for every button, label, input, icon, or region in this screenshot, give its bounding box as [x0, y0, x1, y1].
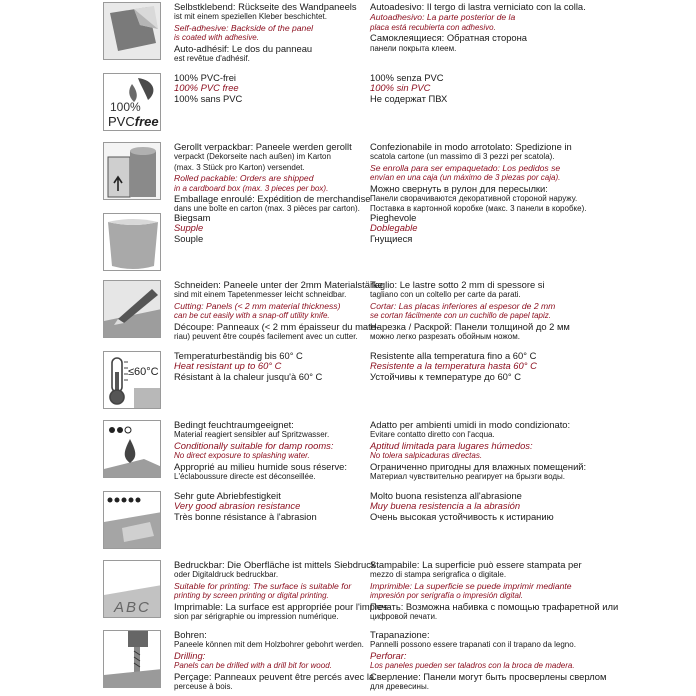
- description-line: Gerollt verpackbar: Paneele werden gerollt: [174, 141, 352, 152]
- description-line: Doblegable: [370, 222, 418, 234]
- icon-label-temperature: ≤60°C: [128, 366, 159, 378]
- description-line: Autoadhesivo: La parte posterior de la: [370, 12, 516, 23]
- icon-label-pvc: PVC: [108, 114, 135, 129]
- description-line: Нарезка / Раскрой: Панели толщиной до 2 мм: [370, 320, 570, 332]
- description-line: tagliano con un coltello per carte da parati.: [370, 290, 521, 300]
- description-line: impresión por serigrafía o impresión digital.: [370, 591, 523, 601]
- description-column-it-es-ru: [370, 420, 690, 482]
- description-line: для древесины.: [370, 682, 429, 692]
- adhesive-sheet-icon: [103, 2, 161, 60]
- thermometer-icon: [103, 351, 161, 409]
- description-column-it-es-ru: [370, 351, 690, 382]
- description-line: Stampabile: La superficie può essere stampata per: [370, 559, 582, 570]
- description-column-it-es-ru: [370, 560, 690, 622]
- icon-label-letters: ABC: [114, 599, 151, 616]
- description-column-it-es-ru: [370, 142, 690, 215]
- description-line: perceuse à bois.: [174, 682, 233, 692]
- description-line: No direct exposure to splashing water.: [174, 451, 310, 461]
- description-column-it-es-ru: [370, 213, 690, 244]
- description-line: Confezionabile in modo arrotolato: Spedizione in: [370, 141, 572, 152]
- description-line: Самоклеящиеся: Обратная сторона: [370, 32, 528, 44]
- description-line: Панели сворачиваются декоративной стороной наружу.: [370, 194, 578, 204]
- description-line: Resistente a la temperatura hasta 60° C: [370, 360, 537, 372]
- description-line: (max. 3 Stück pro Karton) versendet.: [174, 162, 305, 172]
- description-line: Cutting: Panels (< 2 mm material thickness): [174, 300, 341, 311]
- description-line: Se enrolla para ser empaquetado: Los pedidos se: [370, 162, 561, 173]
- description-line: Сверление: Панели могут быть просверлены сверлом: [370, 670, 607, 682]
- pvc-free-leaf-icon: [103, 73, 161, 131]
- drill-icon: [103, 630, 161, 688]
- description-line: Trapanazione:: [370, 629, 430, 640]
- description-line: sind mit einem Tapetenmesser leicht schneidbar.: [174, 290, 347, 300]
- description-line: Conditionally suitable for damp rooms:: [174, 439, 334, 451]
- description-column-de-en-fr: [174, 491, 362, 522]
- description-line: Pannelli possono essere trapanati con il trapano da legno.: [370, 640, 576, 650]
- description-line: se cortan fácilmente con un cuchillo de papel tapiz.: [370, 311, 551, 321]
- description-line: Adatto per ambienti umidi in modo condizionato:: [370, 419, 571, 430]
- description-column-it-es-ru: [370, 491, 690, 522]
- flexible-panel-icon: [103, 213, 161, 271]
- description-line: placa está recubierta con adhesivo.: [370, 22, 496, 32]
- description-line: Los paneles pueden ser taladros con la broca de madera.: [370, 661, 575, 671]
- description-column-de-en-fr: [174, 141, 371, 215]
- description-line: is coated with adhesive.: [174, 33, 259, 43]
- description-column-de-en-fr: [174, 629, 375, 692]
- description-line: sion par sérigraphie ou impression numérique.: [174, 612, 339, 622]
- description-column-de-en-fr: [174, 279, 383, 342]
- description-line: Panels can be drilled with a drill bit for wood.: [174, 661, 332, 671]
- description-line: 100% PVC free: [174, 82, 239, 94]
- icon-label-percent: 100%: [110, 100, 141, 114]
- description-line: Resistente alla temperatura fino a 60° C: [370, 350, 537, 361]
- description-line: Approprié au milieu humide sous réserve:: [174, 460, 348, 472]
- description-column-it-es-ru: [370, 73, 690, 104]
- printable-letters-icon: [103, 560, 161, 618]
- description-line: Bedingt feuchtraumgeeignet:: [174, 419, 294, 430]
- description-line: Biegsam: [174, 212, 211, 223]
- description-column-it-es-ru: [370, 630, 690, 692]
- abrasion-sponge-icon: [103, 491, 161, 549]
- description-line: 100% sans PVC: [174, 92, 243, 104]
- description-column-de-en-fr: [174, 73, 362, 104]
- description-line: oder Digitaldruck bedruckbar.: [174, 570, 279, 580]
- description-line: Molto buona resistenza all'abrasione: [370, 490, 522, 501]
- description-line: verpackt (Dekorseite nach außen) im Karton: [174, 152, 331, 162]
- description-line: Taglio: Le lastre sotto 2 mm di spessore si: [370, 279, 545, 290]
- description-line: No tolera salpicaduras directas.: [370, 451, 483, 461]
- description-line: Material reagiert sensibler auf Spritzwasser.: [174, 430, 330, 440]
- description-line: ist mit einem speziellen Kleber beschichtet.: [174, 12, 327, 22]
- description-line: Bohren:: [174, 629, 207, 640]
- description-line: Very good abrasion resistance: [174, 500, 301, 512]
- description-line: 100% PVC-frei: [174, 72, 237, 83]
- description-line: Supple: [174, 222, 204, 234]
- description-line: can be cut easily with a snap-off utility knife.: [174, 311, 330, 321]
- description-line: Imprimible: La superficie se puede imprimir mediante: [370, 580, 572, 591]
- description-line: Découpe: Panneaux (< 2 mm épaisseur du mate-: [174, 320, 380, 332]
- description-line: цифровой печати.: [370, 612, 438, 622]
- description-column-de-en-fr: [174, 2, 362, 64]
- description-line: Evitare contatto diretto con l'acqua.: [370, 430, 495, 440]
- description-line: Imprimable: La surface est appropriée pour l'impres-: [174, 600, 391, 612]
- description-line: riau) peuvent être coupés facilement avec un cutter.: [174, 332, 358, 342]
- water-drop-icon: [103, 420, 161, 478]
- description-line: Perçage: Panneaux peuvent être percés avec la: [174, 670, 375, 682]
- description-line: Emballage enroulé: Expédition de merchandise: [174, 193, 371, 205]
- rolled-package-icon: [103, 142, 161, 200]
- description-column-de-en-fr: [174, 213, 362, 244]
- description-line: Drilling:: [174, 649, 206, 661]
- description-line: Поставка в картонной коробке (макс. 3 панели в коробке).: [370, 204, 587, 214]
- description-line: Печать: Возможна набивка с помощью трафаретной или: [370, 600, 619, 612]
- description-line: Ограниченно пригодны для влажных помещений:: [370, 460, 587, 472]
- description-line: Selbstklebend: Rückseite des Wandpaneels: [174, 1, 357, 12]
- description-line: Paneele können mit dem Holzbohrer gebohrt werden.: [174, 640, 364, 650]
- icon-label-free: free: [134, 114, 159, 129]
- description-line: est revêtue d'adhésif.: [174, 54, 250, 64]
- description-line: 100% sin PVC: [370, 82, 431, 94]
- description-line: Autoadesivo: Il tergo di lastra verniciato con la colla.: [370, 1, 586, 12]
- description-line: Устойчивы к температуре до 60° C: [370, 370, 522, 382]
- description-line: Auto-adhésif: Le dos du panneau: [174, 42, 313, 54]
- description-line: Schneiden: Paneele unter der 2mm Materialstärke: [174, 279, 383, 290]
- description-line: 100% senza PVC: [370, 72, 444, 83]
- description-line: можно легко разрезать обойным ножом.: [370, 332, 520, 342]
- description-column-de-en-fr: [174, 351, 362, 382]
- description-line: Pieghevole: [370, 212, 417, 223]
- description-line: Rolled packable: Orders are shipped: [174, 173, 314, 184]
- description-line: Можно свернуть в рулон для пересылки:: [370, 182, 548, 194]
- description-line: Muy buena resistencia a la abrasión: [370, 500, 521, 512]
- description-line: dans une boîte en carton (max. 3 pièces par carton).: [174, 204, 360, 214]
- description-line: Temperaturbeständig bis 60° C: [174, 350, 303, 361]
- description-line: Perforar:: [370, 649, 407, 661]
- description-line: панели покрыта клеем.: [370, 43, 457, 53]
- icon-label-pvc-free: [108, 114, 159, 129]
- description-line: printing by screen printing or digital printing.: [174, 591, 329, 601]
- description-line: envían en una caja (un máximo de 3 piezas por caja).: [370, 173, 561, 183]
- description-line: Bedruckbar: Die Oberfläche ist mittels Siebdruck: [174, 559, 376, 570]
- description-line: L'éclaboussure directe est déconseillée.: [174, 472, 316, 482]
- description-line: Очень высокая устойчивость к истиранию: [370, 510, 554, 522]
- description-column-it-es-ru: [370, 2, 690, 54]
- description-line: Aptitud limitada para lugares húmedos:: [370, 439, 533, 451]
- description-line: Suitable for printing: The surface is suitable for: [174, 580, 352, 591]
- description-line: Souple: [174, 232, 204, 244]
- description-column-it-es-ru: [370, 280, 690, 342]
- description-line: Материал чувствительно реагирует на брызги воды.: [370, 472, 565, 482]
- description-line: Très bonne résistance à l'abrasion: [174, 510, 317, 522]
- description-line: Heat resistant up to 60° C: [174, 360, 282, 372]
- description-line: scatola cartone (un massimo di 3 pezzi per scatola).: [370, 152, 555, 162]
- description-line: Self-adhesive: Backside of the panel: [174, 22, 314, 33]
- description-line: mezzo di stampa serigrafica o digitale.: [370, 570, 507, 580]
- utility-knife-icon: [103, 280, 161, 338]
- description-line: Sehr gute Abriebfestigkeit: [174, 490, 281, 501]
- description-line: Cortar: Las placas inferiores al espesor de 2 mm: [370, 300, 556, 311]
- description-line: Не содержат ПВХ: [370, 92, 448, 104]
- description-column-de-en-fr: [174, 559, 391, 622]
- description-column-de-en-fr: [174, 420, 362, 482]
- description-line: Гнущиеся: [370, 232, 413, 244]
- description-line: in a cardboard box (max. 3 pieces per box).: [174, 183, 329, 193]
- description-line: Résistant à la chaleur jusqu'à 60° C: [174, 370, 323, 382]
